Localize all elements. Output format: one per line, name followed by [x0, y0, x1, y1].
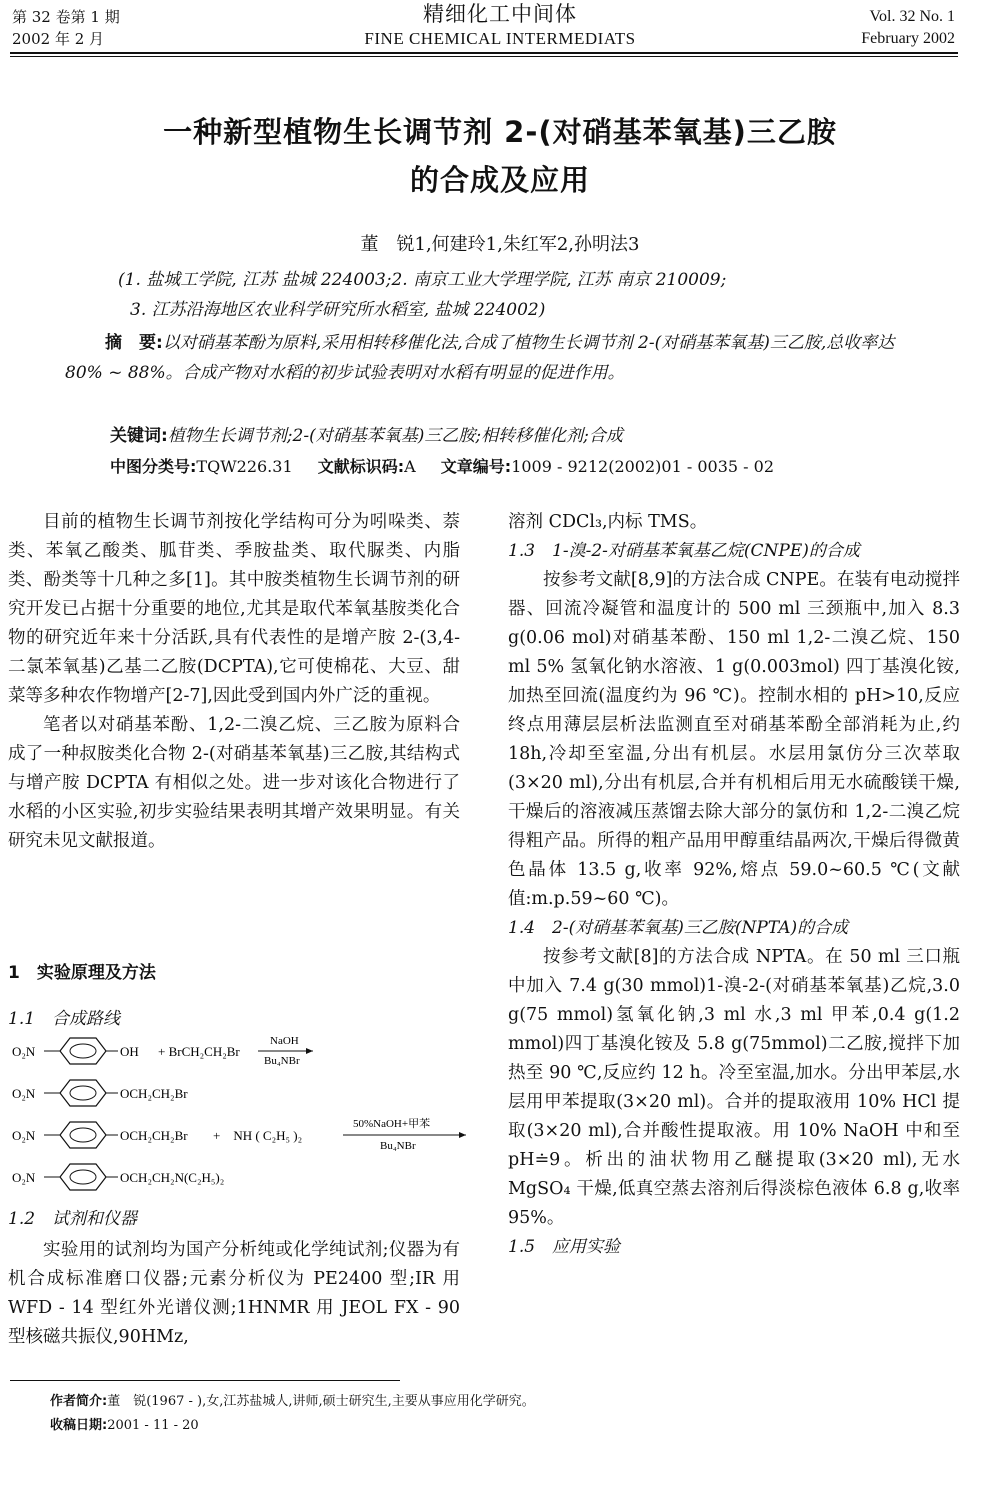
journal-name — [0, 0, 1000, 50]
subsection-1-1: 1.1 合成路线 — [8, 1009, 121, 1029]
cnpe-paragraph: 按参考文献[8,9]的方法合成 CNPE。在装有电动搅拌器、回流冷凝管和温度计的 500 ml 三颈瓶中,加入 8.3 g(0.06 mol)对硝基苯酚、150 ml 1,2-二溴乙烷、150 ml 5% 氢氧化钠水溶液、1 g(0.003mol) 四丁基溴化铵,加热至回流(温度约为 96 ℃)。控制水相的 pH>10,反应终点用薄层层析法监测直至对硝基苯酚全部消耗为止,约 18h,冷却至室温,分出有机层。水层用氯仿分三次萃取(3×20 ml),分出有机层,合并有机相后用无水硫酸镁干燥,干燥后的溶液减压蒸馏去除大部分的氯仿和 1,2-二溴乙烷得粗产品。所得的粗产品用甲醇重结晶两次,干燥后得微黄色晶体 13.5 g,收率 92%,熔点 59.0~60.5 ℃(文献值:m.p.59~60 ℃)。 — [508, 570, 960, 909]
npta-paragraph: 按参考文献[8]的方法合成 NPTA。在 50 ml 三口瓶中加入 7.4 g(30 mmol)1-溴-2-(对硝基苯氧基)乙烷,3.0 g(75 mmol)氢氧化钠,3 ml 水,3 ml 甲苯,0.4 g(1.2 mmol)四丁基溴化铵及 5.8 g(75mmol)二乙胺,搅拌下加热至 90 ℃,反应约 12 h。冷至室温,加水。分出甲苯层,水层用甲苯提取(3×20 ml)。合并的提取液用 10% HCl 提取(3×20 ml),合并酸性提取液。用 10% NaOH 中和至 pH≐9。析出的油状物用乙醚提取(3×20 ml),无水 MgSO₄ 干燥,低真空蒸去溶剂后得淡棕色液体 6.8 g,收率 95%。 — [508, 947, 960, 1228]
r1-catalyst-below: Bu₄NBr — [264, 1055, 300, 1067]
journal-name-cn: 精细化工中间体 — [423, 2, 577, 26]
ring-circle — [70, 1086, 96, 1100]
solvent-line: 溶剂 CDCl₃,内标 TMS。 — [508, 512, 708, 532]
r1-nitro: O₂N — [12, 1044, 36, 1059]
arrow-head — [306, 1048, 313, 1054]
article-no-label: 文章编号: — [440, 457, 512, 476]
keywords-label: 关键词: — [110, 426, 168, 446]
article-no-value: 1009 - 9212(2002)01 - 0035 - 02 — [511, 457, 774, 476]
arrow-head — [459, 1132, 466, 1138]
ring-circle — [70, 1128, 96, 1142]
ring-circle — [70, 1044, 96, 1058]
doc-code-value: A — [404, 457, 416, 476]
author-bio-label: 作者简介: — [50, 1394, 108, 1409]
received-text: 2001 - 11 - 20 — [107, 1418, 199, 1433]
section-heading-1: 1 实验原理及方法 — [8, 963, 156, 983]
keywords-text: 植物生长调节剂;2-(对硝基苯氧基)三乙胺;相转移催化剂;合成 — [167, 426, 623, 446]
r1-reagent: + BrCH₂CH₂Br — [158, 1044, 240, 1059]
volume-issue-en: Vol. 32 No. 1 — [869, 8, 955, 25]
subsection-1-4: 1.4 2-(对硝基苯氧基)三乙胺(NPTA)的合成 — [508, 918, 849, 938]
doc-code-label: 文献标识码: — [317, 457, 405, 476]
benzene-ring — [60, 1164, 106, 1190]
abstract-label: 摘 要: — [105, 333, 163, 353]
received-label: 收稿日期: — [50, 1418, 108, 1433]
r1-catalyst-above: NaOH — [270, 1035, 299, 1047]
synthesis-scheme — [8, 1030, 478, 1205]
left-column-cont — [8, 1236, 460, 1352]
clc-value: TQW226.31 — [196, 457, 293, 476]
title-line-1: 一种新型植物生长调节剂 2-(对硝基苯氧基)三乙胺 — [163, 115, 837, 149]
author-bio-text: 董 锐(1967 - ),女,江苏盐城人,讲师,硕士研究生,主要从事应用化学研究。 — [107, 1394, 535, 1409]
intro-paragraph-1: 目前的植物生长调节剂按化学结构可分为吲哚类、萘类、苯氧乙酸类、胍苷类、季胺盐类、取代脲类、内脂类、酚类等十几种之多[1]。其中胺类植物生长调节剂的研究开发已占据十分重要的地位,尤其是取代苯氧基胺类化合物的研究近年来十分活跃,具有代表性的是增产胺 2-(3,4-二氯苯氧基)乙基二乙胺(DCPTA),它可使棉花、大豆、甜菜等多种农作物增产[2-7],因此受到国内外广泛的重视。 — [8, 512, 460, 706]
journal-name-en: FINE CHEMICAL INTERMEDIATS — [364, 29, 636, 48]
author-bio — [50, 1390, 535, 1414]
intro-paragraph-2: 笔者以对硝基苯酚、1,2-二溴乙烷、三乙胺为原料合成了一种叔胺类化合物 2-(对硝基苯氧基)三乙胺,其结构式与增产胺 DCPTA 有相似之处。进一步对该化合物进行了水稻的小区实验,初步实验结果表明其增产效果明显。有关研究未见文献报道。 — [8, 715, 460, 851]
clc-label: 中图分类号: — [110, 457, 197, 476]
header-rule-thin — [10, 56, 958, 57]
r4-nitro: O₂N — [12, 1170, 36, 1185]
benzene-ring — [60, 1038, 106, 1064]
benzene-ring — [60, 1080, 106, 1106]
left-column — [8, 508, 460, 856]
r3-reagent: + NH ( C₂H₅ )₂ — [213, 1128, 303, 1143]
reagents-paragraph: 实验用的试剂均为国产分析纯或化学纯试剂;仪器为有机合成标准磨口仪器;元素分析仪为 PE2400 型;IR 用 WFD - 14 型红外光谱仪测;1HNMR 用 JEOL FX - 90 型核磁共振仪,90HMz, — [8, 1240, 460, 1347]
right-column — [508, 508, 960, 1262]
r2-nitro: O₂N — [12, 1086, 36, 1101]
received-date — [50, 1414, 535, 1438]
footnote — [50, 1390, 535, 1438]
r1-hydroxyl: OH — [120, 1044, 139, 1059]
r2-product: OCH₂CH₂Br — [120, 1086, 188, 1101]
title-line-2: 的合成及应用 — [409, 163, 590, 197]
affiliation-1: (1. 盐城工学院, 江苏 盐城 224003;2. 南京工业大学理学院, 江苏 南京 210009; — [118, 270, 727, 290]
r3-nitro: O₂N — [12, 1128, 36, 1143]
abstract — [65, 328, 920, 388]
subsection-1-3: 1.3 1-溴-2-对硝基苯氧基乙烷(CNPE)的合成 — [508, 541, 860, 561]
issue-date: 2002 年 2 月 — [12, 30, 105, 48]
r3-catalyst-below: Bu₄NBr — [380, 1140, 416, 1152]
issue-info-en — [861, 6, 955, 50]
classification — [110, 454, 774, 480]
ring-circle — [70, 1170, 96, 1184]
article-title — [0, 108, 1000, 204]
affiliation-2: 3. 江苏沿海地区农业科学研究所水稻室, 盐城 224002) — [130, 300, 546, 320]
abstract-text: 以对硝基苯酚为原料,采用相转移催化法,合成了植物生长调节剂 2-(对硝基苯氧基)三乙胺,总收率达 80% ~ 88%。合成产物对水稻的初步试验表明对水稻有明显的促进作用。 — [65, 333, 895, 383]
r3-substrate: OCH₂CH₂Br — [120, 1128, 188, 1143]
keywords — [110, 423, 623, 449]
r3-condition-above: 50%NaOH+甲苯 — [353, 1118, 431, 1130]
benzene-ring — [60, 1122, 106, 1148]
subsection-1-5: 1.5 应用实验 — [508, 1237, 621, 1257]
issue-date-en: February 2002 — [861, 30, 955, 47]
header-rule — [10, 52, 958, 54]
volume-issue: 第 32 卷第 1 期 — [12, 8, 120, 26]
footnote-rule — [10, 1380, 400, 1381]
subsection-1-2: 1.2 试剂和仪器 — [8, 1209, 138, 1229]
r4-product: OCH₂CH₂N(C₂H₅)₂ — [120, 1170, 225, 1185]
authors: 董 锐1,何建玲1,朱红军2,孙明法3 — [360, 234, 640, 255]
